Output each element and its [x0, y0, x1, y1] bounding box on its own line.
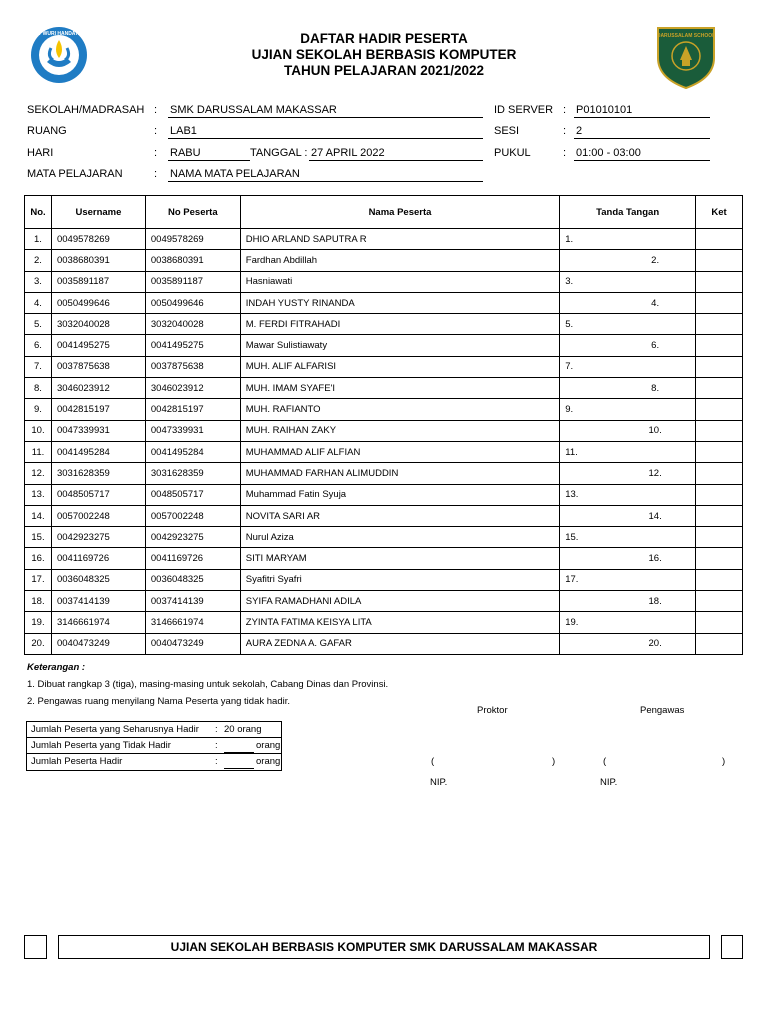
idserver-label: ID SERVER: [494, 104, 554, 116]
row-signature[interactable]: 9.: [560, 399, 696, 420]
header-username: Username: [51, 196, 145, 229]
mapel-label: MATA PELAJARAN: [27, 168, 123, 180]
logo-right-text: DARUSSALAM SCHOOL: [656, 33, 716, 39]
row-ket[interactable]: [696, 292, 743, 313]
row-nama-peserta: NOVITA SARI AR: [240, 505, 559, 526]
row-username: 0041495284: [51, 441, 145, 462]
footer-banner: UJIAN SEKOLAH BERBASIS KOMPUTER SMK DARUSSALAM MAKASSAR: [58, 935, 710, 959]
row-ket[interactable]: [696, 463, 743, 484]
present-count-blank[interactable]: [224, 759, 254, 769]
notes-line-2: 2. Pengawas ruang menyilang Nama Peserta yang tidak hadir.: [27, 696, 290, 707]
row-number: 16.: [25, 548, 52, 569]
colon: :: [154, 104, 158, 116]
table-row: [25, 591, 743, 612]
row-ket[interactable]: [696, 591, 743, 612]
row-number: 6.: [25, 335, 52, 356]
table-row: [25, 356, 743, 377]
row-no-peserta: 0042815197: [145, 399, 240, 420]
row-number: 12.: [25, 463, 52, 484]
row-username: 3032040028: [51, 314, 145, 335]
row-signature[interactable]: 1.: [560, 229, 696, 250]
row-username: 0050499646: [51, 292, 145, 313]
summary-row-present: [27, 754, 281, 770]
row-username: 0042923275: [51, 527, 145, 548]
row-number: 14.: [25, 505, 52, 526]
ruang-value: LAB1: [168, 125, 483, 139]
header-no-peserta: No Peserta: [145, 196, 240, 229]
unit-label: orang: [256, 756, 281, 767]
row-username: 0048505717: [51, 484, 145, 505]
row-number: 10.: [25, 420, 52, 441]
row-ket[interactable]: [696, 250, 743, 271]
row-number: 18.: [25, 591, 52, 612]
table-row: [25, 527, 743, 548]
row-no-peserta: 0037414139: [145, 591, 240, 612]
row-ket[interactable]: [696, 548, 743, 569]
footer-box-right: [721, 935, 743, 959]
row-username: 0038680391: [51, 250, 145, 271]
summary-box: [26, 721, 282, 771]
row-username: 0040473249: [51, 633, 145, 654]
row-username: 0049578269: [51, 229, 145, 250]
row-signature[interactable]: 10.: [560, 420, 696, 441]
row-nama-peserta: SITI MARYAM: [240, 548, 559, 569]
row-no-peserta: 0035891187: [145, 271, 240, 292]
row-signature[interactable]: 16.: [560, 548, 696, 569]
row-ket[interactable]: [696, 335, 743, 356]
idserver-value: P01010101: [574, 104, 710, 118]
tanggal-value: 27 APRIL 2022: [309, 147, 483, 161]
row-nama-peserta: MUHAMMAD ALIF ALFIAN: [240, 441, 559, 462]
table-row: [25, 612, 743, 633]
row-no-peserta: 0040473249: [145, 633, 240, 654]
absent-count-blank[interactable]: [224, 743, 254, 753]
colon: :: [154, 125, 158, 137]
colon: :: [215, 740, 218, 751]
table-row: [25, 633, 743, 654]
summary-row-expected: [27, 722, 281, 738]
sekolah-label: SEKOLAH/MADRASAH: [27, 104, 145, 116]
row-username: 3146661974: [51, 612, 145, 633]
notes-line-1: 1. Dibuat rangkap 3 (tiga), masing-masing untuk sekolah, Cabang Dinas dan Provinsi.: [27, 679, 389, 690]
row-number: 5.: [25, 314, 52, 335]
row-signature[interactable]: 2.: [560, 250, 696, 271]
table-row: [25, 271, 743, 292]
row-no-peserta: 0036048325: [145, 569, 240, 590]
row-ket[interactable]: [696, 271, 743, 292]
logo-left-text: TUT WURI HANDAYANI: [31, 31, 87, 37]
row-ket[interactable]: [696, 314, 743, 335]
row-nama-peserta: Syafitri Syafri: [240, 569, 559, 590]
row-ket[interactable]: [696, 399, 743, 420]
table-row: [25, 548, 743, 569]
summary-row-absent: [27, 738, 281, 754]
row-nama-peserta: Fardhan Abdillah: [240, 250, 559, 271]
row-no-peserta: 3046023912: [145, 378, 240, 399]
row-username: 0037875638: [51, 356, 145, 377]
row-number: 11.: [25, 441, 52, 462]
table-row: [25, 420, 743, 441]
row-number: 1.: [25, 229, 52, 250]
proktor-open-paren: (: [431, 756, 435, 767]
row-signature[interactable]: 3.: [560, 271, 696, 292]
table-row: [25, 292, 743, 313]
sesi-label: SESI: [494, 125, 520, 137]
title-line-1: DAFTAR HADIR PESERTA: [300, 31, 468, 46]
table-row: [25, 314, 743, 335]
row-signature[interactable]: 18.: [560, 591, 696, 612]
row-nama-peserta: DHIO ARLAND SAPUTRA R: [240, 229, 559, 250]
pengawas-open-paren: (: [603, 756, 607, 767]
attendance-body: [25, 229, 743, 655]
row-number: 20.: [25, 633, 52, 654]
summary-present-label: Jumlah Peserta Hadir: [31, 756, 123, 767]
row-signature[interactable]: 4.: [560, 292, 696, 313]
row-number: 17.: [25, 569, 52, 590]
row-no-peserta: 0047339931: [145, 420, 240, 441]
row-no-peserta: 0049578269: [145, 229, 240, 250]
row-signature[interactable]: 8.: [560, 378, 696, 399]
pengawas-nip: NIP.: [600, 777, 618, 788]
header-ket: Ket: [696, 196, 743, 229]
title-line-2: UJIAN SEKOLAH BERBASIS KOMPUTER: [251, 47, 517, 62]
footer-box-left: [24, 935, 47, 959]
row-ket[interactable]: [696, 229, 743, 250]
colon: :: [154, 168, 158, 180]
row-nama-peserta: Muhammad Fatin Syuja: [240, 484, 559, 505]
row-signature[interactable]: 6.: [560, 335, 696, 356]
row-ket[interactable]: [696, 569, 743, 590]
notes: [27, 659, 388, 710]
hari-label: HARI: [27, 147, 54, 159]
row-no-peserta: 0037875638: [145, 356, 240, 377]
row-number: 9.: [25, 399, 52, 420]
row-ket[interactable]: [696, 356, 743, 377]
proktor-label: Proktor: [477, 705, 508, 716]
row-ket[interactable]: [696, 505, 743, 526]
table-row: [25, 569, 743, 590]
notes-title: Keterangan :: [27, 662, 86, 673]
table-row: [25, 378, 743, 399]
row-number: 7.: [25, 356, 52, 377]
summary-expected-label: Jumlah Peserta yang Seharusnya Hadir: [31, 724, 199, 735]
table-row: [25, 399, 743, 420]
row-ket[interactable]: [696, 420, 743, 441]
summary-absent-label: Jumlah Peserta yang Tidak Hadir: [31, 740, 171, 751]
row-no-peserta: 0041495275: [145, 335, 240, 356]
row-username: 0041495275: [51, 335, 145, 356]
colon: :: [215, 756, 218, 767]
summary-expected-value: 20 orang: [224, 724, 262, 735]
row-signature[interactable]: 12.: [560, 463, 696, 484]
row-nama-peserta: AURA ZEDNA A. GAFAR: [240, 633, 559, 654]
row-nama-peserta: MUHAMMAD FARHAN ALIMUDDIN: [240, 463, 559, 484]
colon: :: [563, 125, 567, 137]
row-username: 0057002248: [51, 505, 145, 526]
ruang-label: RUANG: [27, 125, 67, 137]
row-username: 0035891187: [51, 271, 145, 292]
proktor-close-paren: ): [552, 756, 556, 767]
row-ket[interactable]: [696, 441, 743, 462]
row-signature[interactable]: 15.: [560, 527, 696, 548]
row-ket[interactable]: [696, 633, 743, 654]
sesi-value: 2: [574, 125, 710, 139]
table-row: [25, 229, 743, 250]
row-username: 0036048325: [51, 569, 145, 590]
row-number: 13.: [25, 484, 52, 505]
row-number: 3.: [25, 271, 52, 292]
unit-label: orang: [256, 740, 281, 751]
row-nama-peserta: MUH. RAFIANTO: [240, 399, 559, 420]
row-no-peserta: 3146661974: [145, 612, 240, 633]
row-number: 19.: [25, 612, 52, 633]
row-nama-peserta: Nurul Aziza: [240, 527, 559, 548]
colon: :: [563, 147, 567, 159]
row-signature[interactable]: 13.: [560, 484, 696, 505]
row-nama-peserta: ZYINTA FATIMA KEISYA LITA: [240, 612, 559, 633]
row-signature[interactable]: 7.: [560, 356, 696, 377]
row-username: 3046023912: [51, 378, 145, 399]
pengawas-close-paren: ): [722, 756, 726, 767]
row-nama-peserta: MUH. ALIF ALFARISI: [240, 356, 559, 377]
attendance-table: [24, 195, 743, 655]
row-nama-peserta: M. FERDI FITRAHADI: [240, 314, 559, 335]
header-no: No.: [25, 196, 52, 229]
row-signature[interactable]: 17.: [560, 569, 696, 590]
row-nama-peserta: Hasniawati: [240, 271, 559, 292]
table-row: [25, 250, 743, 271]
row-no-peserta: 0050499646: [145, 292, 240, 313]
row-signature[interactable]: 11.: [560, 441, 696, 462]
table-header-row: [25, 196, 743, 229]
hari-value: RABU: [168, 147, 250, 161]
row-number: 2.: [25, 250, 52, 271]
row-username: 0037414139: [51, 591, 145, 612]
row-ket[interactable]: [696, 484, 743, 505]
tanggal-label: TANGGAL :: [250, 147, 308, 159]
table-row: [25, 335, 743, 356]
row-no-peserta: 0042923275: [145, 527, 240, 548]
row-signature[interactable]: 20.: [560, 633, 696, 654]
pukul-label: PUKUL: [494, 147, 531, 159]
table-row: [25, 441, 743, 462]
row-signature[interactable]: 19.: [560, 612, 696, 633]
header-nama-peserta: Nama Peserta: [240, 196, 559, 229]
row-username: 0047339931: [51, 420, 145, 441]
sekolah-value: SMK DARUSSALAM MAKASSAR: [168, 104, 483, 118]
table-row: [25, 505, 743, 526]
row-number: 8.: [25, 378, 52, 399]
table-row: [25, 484, 743, 505]
row-no-peserta: 0041169726: [145, 548, 240, 569]
pukul-value: 01:00 - 03:00: [574, 147, 710, 161]
row-no-peserta: 0048505717: [145, 484, 240, 505]
title-line-3: TAHUN PELAJARAN 2021/2022: [283, 63, 485, 78]
colon: :: [215, 724, 218, 735]
row-ket[interactable]: [696, 527, 743, 548]
row-username: 0042815197: [51, 399, 145, 420]
row-nama-peserta: SYIFA RAMADHANI ADILA: [240, 591, 559, 612]
row-nama-peserta: MUH. IMAM SYAFE'I: [240, 378, 559, 399]
row-no-peserta: 0041495284: [145, 441, 240, 462]
row-username: 3031628359: [51, 463, 145, 484]
mapel-value: NAMA MATA PELAJARAN: [168, 168, 483, 182]
row-no-peserta: 0038680391: [145, 250, 240, 271]
row-no-peserta: 3031628359: [145, 463, 240, 484]
row-ket[interactable]: [696, 612, 743, 633]
header-tanda-tangan: Tanda Tangan: [560, 196, 696, 229]
table-row: [25, 463, 743, 484]
row-nama-peserta: MUH. RAIHAN ZAKY: [240, 420, 559, 441]
row-nama-peserta: INDAH YUSTY RINANDA: [240, 292, 559, 313]
row-no-peserta: 0057002248: [145, 505, 240, 526]
row-ket[interactable]: [696, 378, 743, 399]
colon: :: [154, 147, 158, 159]
row-number: 15.: [25, 527, 52, 548]
pengawas-label: Pengawas: [640, 705, 685, 716]
row-signature[interactable]: 5.: [560, 314, 696, 335]
row-username: 0041169726: [51, 548, 145, 569]
row-no-peserta: 3032040028: [145, 314, 240, 335]
proktor-nip: NIP.: [430, 777, 448, 788]
row-nama-peserta: Mawar Sulistiawaty: [240, 335, 559, 356]
row-signature[interactable]: 14.: [560, 505, 696, 526]
row-number: 4.: [25, 292, 52, 313]
exam-info: [0, 0, 768, 190]
colon: :: [563, 104, 567, 116]
